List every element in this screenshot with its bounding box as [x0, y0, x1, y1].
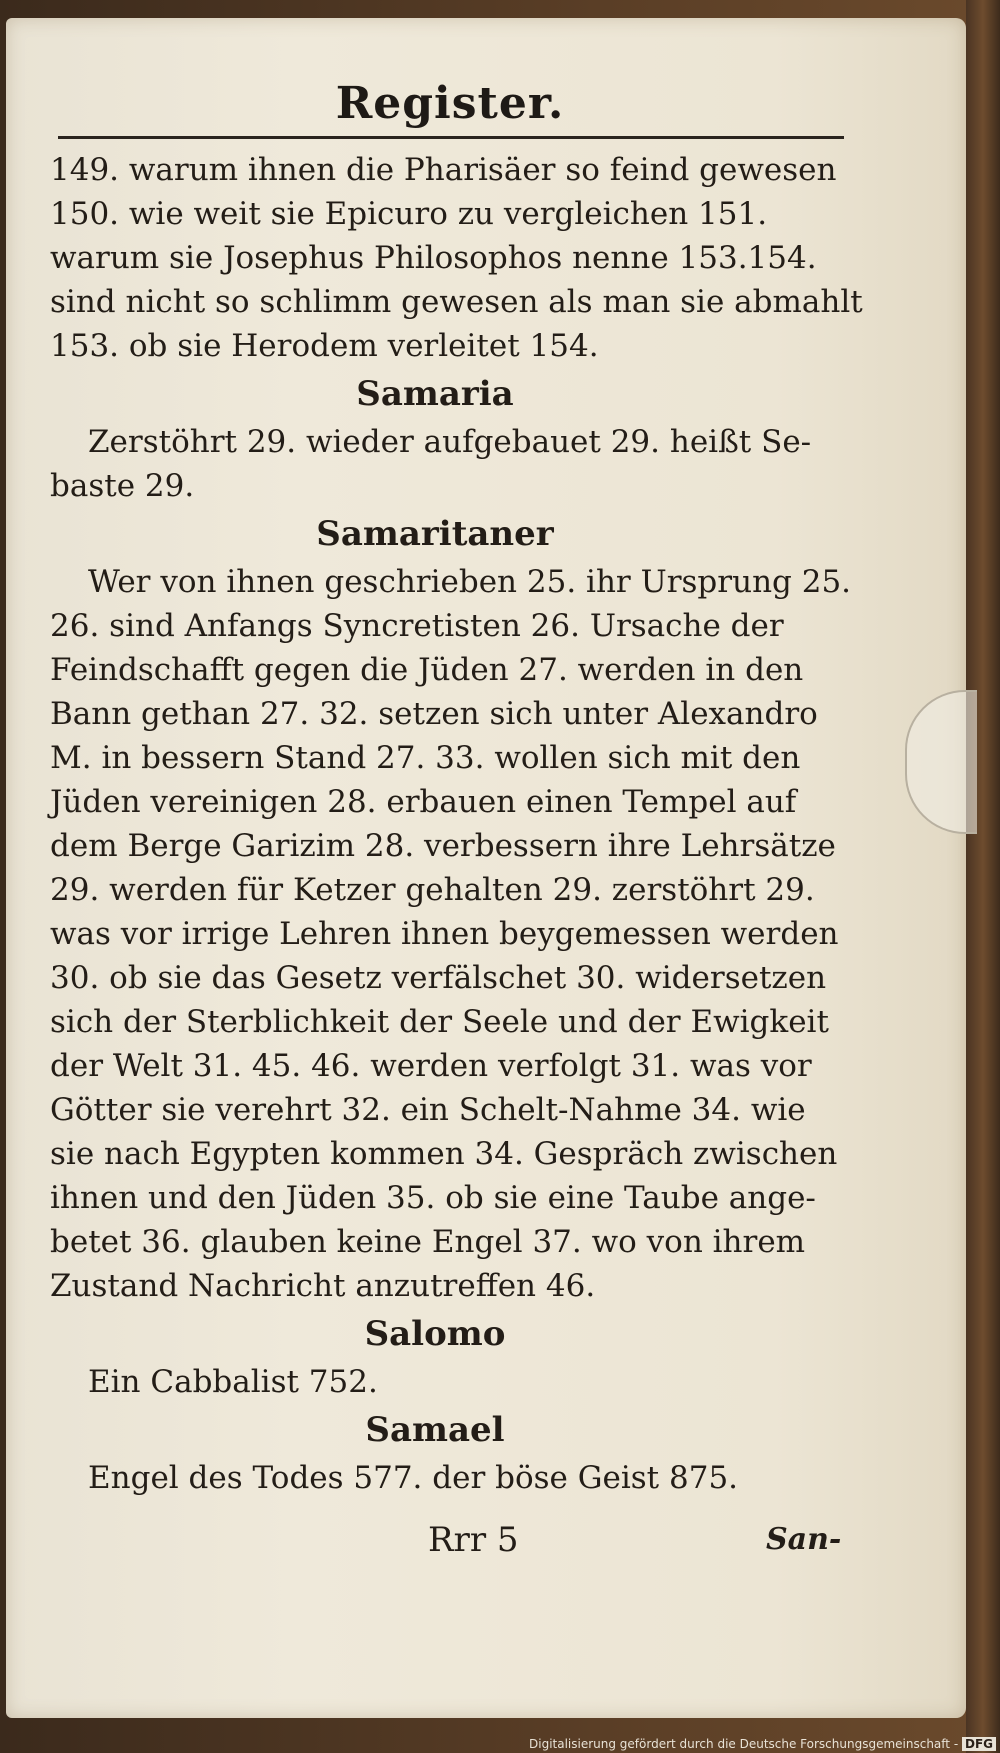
- entry-samaria: [50, 368, 850, 508]
- text-line: sich der Sterblichkeit der Seele und der Ewigkeit: [50, 1004, 829, 1040]
- text-line: baste 29.: [50, 468, 195, 504]
- text-line: ihnen und den Jüden 35. ob sie eine Taube ange-: [50, 1180, 816, 1216]
- text-line: 150. wie weit sie Epicuro zu vergleichen 151.: [50, 196, 768, 232]
- entry-heading: Samaria: [356, 374, 514, 414]
- page-header: Register.: [335, 78, 565, 129]
- text-line: Zustand Nachricht anzutreffen 46.: [50, 1268, 596, 1304]
- intro-block: [50, 148, 863, 368]
- header-rule: [58, 136, 844, 139]
- text-line: Bann gethan 27. 32. setzen sich unter Alexandro: [50, 696, 818, 732]
- text-line: Feindschafft gegen die Jüden 27. werden in den: [50, 652, 804, 688]
- register-text: [50, 148, 863, 1500]
- text-line: Zerstöhrt 29. wieder aufgebauet 29. heißt Se-: [88, 424, 812, 460]
- entry-samael: [50, 1404, 850, 1500]
- book-edge: [966, 0, 1000, 1753]
- text-line: Engel des Todes 577. der böse Geist 875.: [88, 1460, 739, 1496]
- credit-text: Digitalisierung gefördert durch die Deutsche Forschungsgemeinschaft -: [529, 1737, 959, 1751]
- text-line: Götter sie verehrt 32. ein Schelt-Nahme 34. wie: [50, 1092, 806, 1128]
- entry-heading: Salomo: [364, 1314, 506, 1354]
- text-line: 29. werden für Ketzer gehalten 29. zerstöhrt 29.: [50, 872, 815, 908]
- signature-mark: Rrr 5: [428, 1520, 519, 1560]
- text-line: Ein Cabbalist 752.: [88, 1364, 378, 1400]
- text-line: 149. warum ihnen die Pharisäer so feind gewesen: [50, 152, 837, 188]
- text-line: warum sie Josephus Philosophos nenne 153.154.: [50, 240, 817, 276]
- entry-salomo: [50, 1308, 850, 1404]
- catchword: San-: [766, 1522, 842, 1557]
- entry-heading: Samael: [365, 1410, 505, 1450]
- digitization-credit: [529, 1737, 996, 1751]
- text-line: der Welt 31. 45. 46. werden verfolgt 31. was vor: [50, 1048, 812, 1084]
- text-line: dem Berge Garizim 28. verbessern ihre Lehrsätze: [50, 828, 836, 864]
- text-line: sie nach Egypten kommen 34. Gespräch zwischen: [50, 1136, 838, 1172]
- entry-heading: Samaritaner: [316, 514, 554, 554]
- text-line: 153. ob sie Herodem verleitet 154.: [50, 328, 599, 364]
- text-line: sind nicht so schlimm gewesen als man sie abmahlt: [50, 284, 863, 320]
- text-line: betet 36. glauben keine Engel 37. wo von ihrem: [50, 1224, 806, 1260]
- text-line: 26. sind Anfangs Syncretisten 26. Ursache der: [50, 608, 784, 644]
- text-line: Wer von ihnen geschrieben 25. ihr Ursprung 25.: [88, 564, 852, 600]
- text-line: 30. ob sie das Gesetz verfälschet 30. widersetzen: [50, 960, 827, 996]
- text-line: was vor irrige Lehren ihnen beygemessen werden: [50, 916, 839, 952]
- text-line: Jüden vereinigen 28. erbauen einen Tempel auf: [50, 784, 797, 820]
- entry-samaritaner: [50, 508, 850, 1308]
- text-line: M. in bessern Stand 27. 33. wollen sich mit den: [50, 740, 801, 776]
- dfg-badge: DFG: [962, 1737, 996, 1751]
